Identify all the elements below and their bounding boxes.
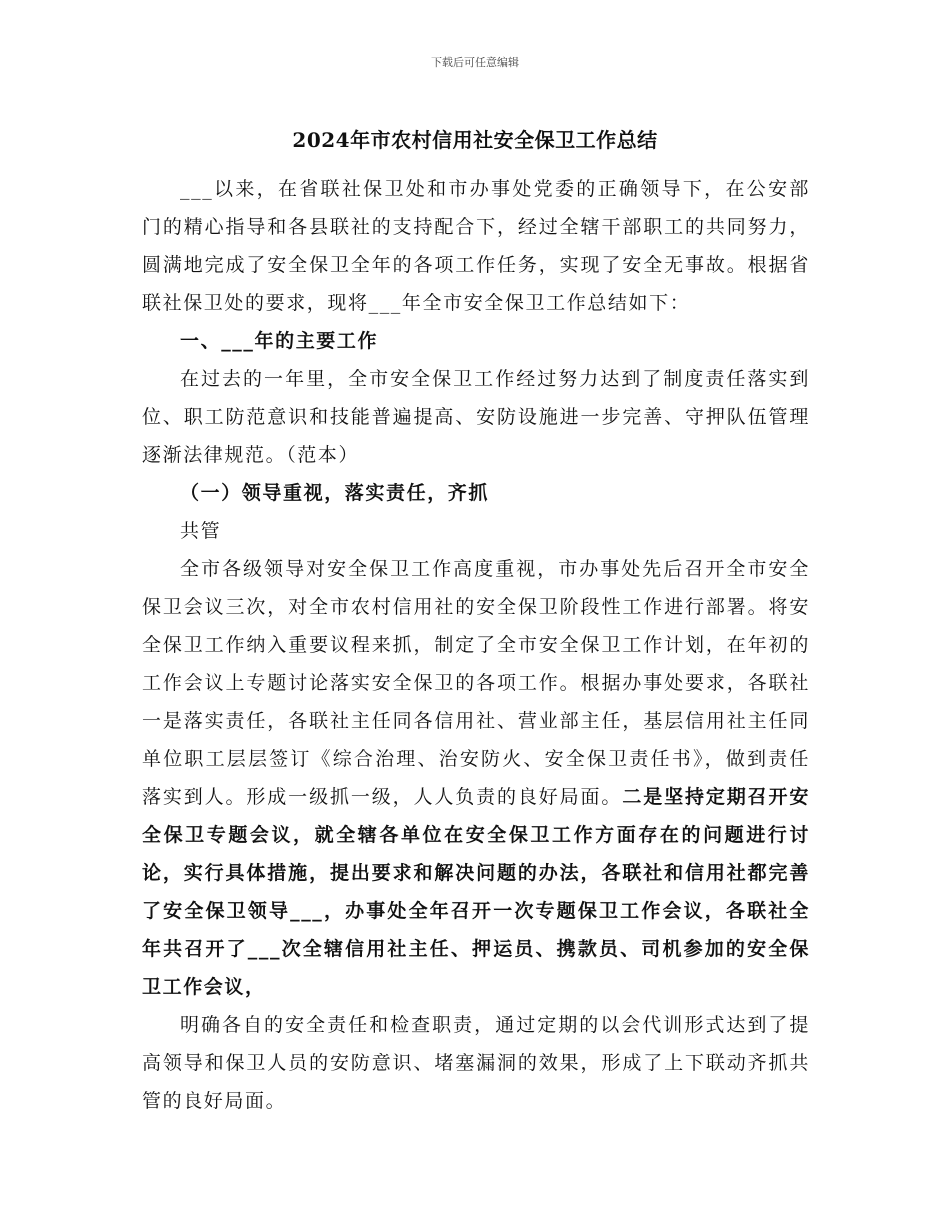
paragraph-main-work: 在过去的一年里，全市安全保卫工作经过努力达到了制度责任落实到位、职工防范意识和技能普遍提高、安防设施进一步完善、守押队伍管理逐渐法律规范。（范本）: [142, 368, 810, 466]
section-heading-1: 一、___年的主要工作: [180, 330, 379, 352]
subsection-heading-1: （一）领导重视，落实责任，齐抓: [180, 482, 490, 504]
subsection-heading-continuation: 共管: [180, 520, 222, 542]
paragraph-leadership: [142, 550, 810, 1006]
document-title: 2024年市农村信用社安全保卫工作总结: [292, 128, 658, 152]
paragraph-responsibilities: 明确各自的安全责任和检查职责，通过定期的以会代训形式达到了提高领导和保卫人员的安防意识、堵塞漏洞的效果，形成了上下联动齐抓共管的良好局面。: [142, 1014, 810, 1112]
paragraph-leadership-bold: 二是坚持定期召开安全保卫专题会议，就全辖各单位在安全保卫工作方面存在的问题进行讨论，实行具体措施，提出要求和解决问题的办法，各联社和信用社都完善了安全保卫领导___，办事处全年召开一次专题保卫工作会议，各联社全年共召开了___次全辖信用社主任、押运员、携款员、司机参加的安全保卫工作会议，: [142, 786, 810, 998]
document-body: [142, 170, 810, 1120]
paragraph-leadership-normal: 全市各级领导对安全保卫工作高度重视，市办事处先后召开全市安全保卫会议三次，对全市农村信用社的安全保卫阶段性工作进行部署。将安全保卫工作纳入重要议程来抓，制定了全市安全保卫工作计划，在年初的工作会议上专题讨论落实安全保卫的各项工作。根据办事处要求，各联社一是落实责任，各联社主任同各信用社、营业部主任，基层信用社主任同单位职工层层签订《综合治理、治安防火、安全保卫责任书》，做到责任落实到人。形成一级抓一级，人人负责的良好局面。: [142, 558, 810, 808]
intro-paragraph: ___以来，在省联社保卫处和市办事处党委的正确领导下，在公安部门的精心指导和各县联社的支持配合下，经过全辖干部职工的共同努力，圆满地完成了安全保卫全年的各项工作任务，实现了安全无事故。根据省联社保卫处的要求，现将___年全市安全保卫工作总结如下：: [142, 178, 810, 314]
header-note: 下载后可任意编辑: [431, 56, 519, 69]
